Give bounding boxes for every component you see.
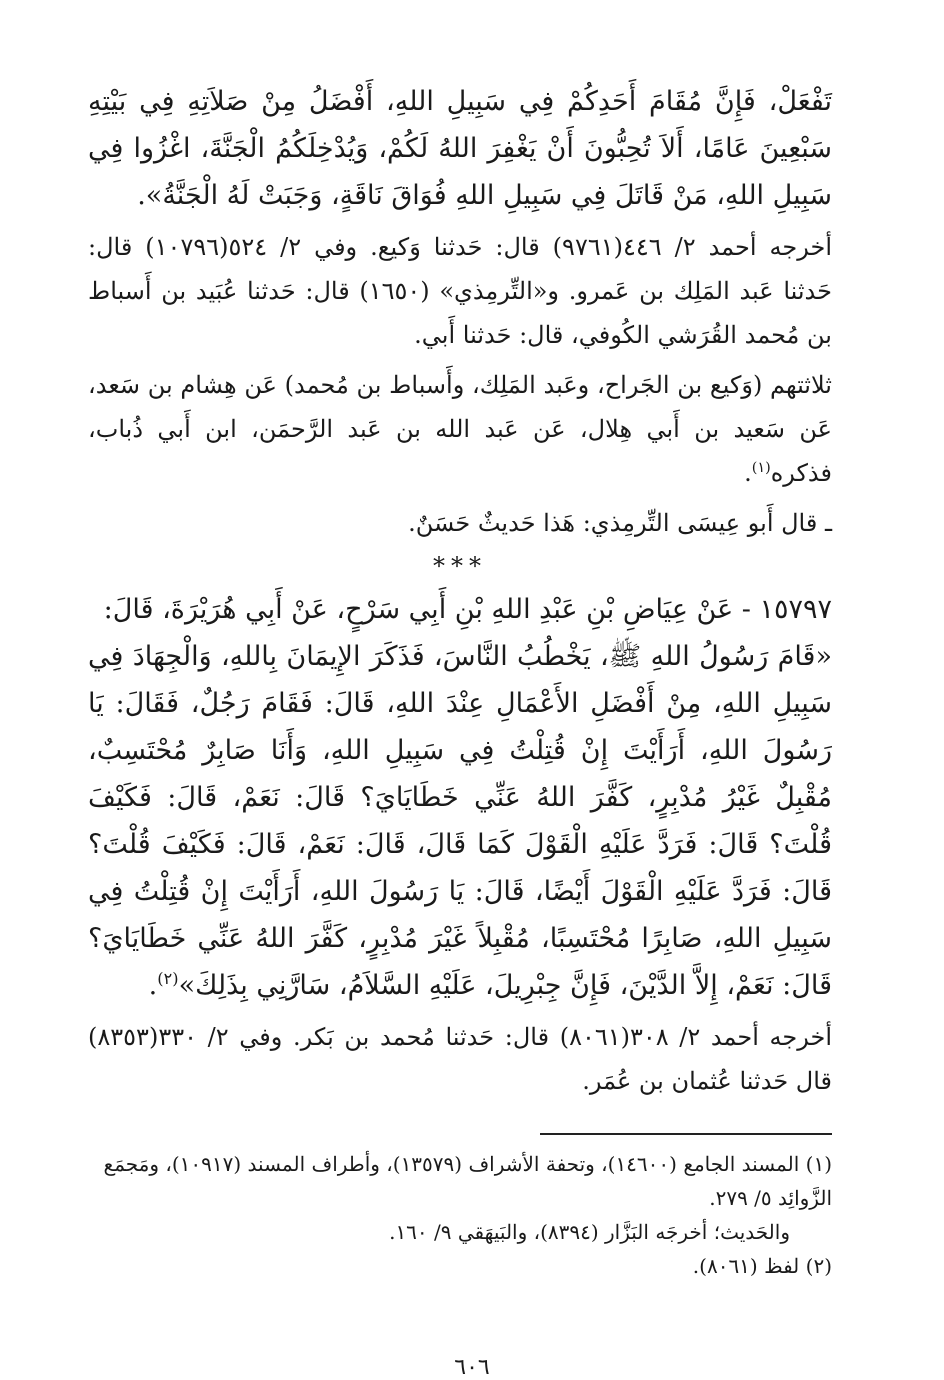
isnad-end: . <box>744 459 752 487</box>
footnote-2: (٢) لفظ (٨٠٦١). <box>692 1254 832 1278</box>
section-separator: *** <box>433 552 487 580</box>
footnote-ref-2[interactable]: (٢) <box>157 969 179 988</box>
page-number: ٦٠٦ <box>454 1355 490 1380</box>
isnad-paragraph <box>88 363 832 495</box>
footnote-ref-1[interactable]: (١) <box>751 460 771 476</box>
tirmidhi-comment: ـ قال أَبو عِيسَى التِّرمِذي: هَذا حَديثٌ حَسَنٌ. <box>408 509 832 537</box>
footnote-1-continued: والحَديث؛ أخرجَه البَزَّار (٨٣٩٤)، والبَيهَقي ٩/ ١٦٠. <box>389 1220 790 1244</box>
page-body <box>88 78 832 1320</box>
footnote-divider <box>540 1133 832 1135</box>
takhrij-paragraph: أخرجه أحمد ٢/ ٤٤٦(٩٧٦١) قال: حَدثنا وَكيع. وفي ٢/ ٥٢٤(١٠٧٩٦) قال: حَدثنا عَبد المَلِك بن عَمرو. و«التِّرمِذي» (١٦٥٠) قال: حَدثنا عُبَيد بن أَسباط بن مُحمد القُرَشي الكُوفي، قال: حَدثنا أَبي. <box>88 233 832 349</box>
hadith-text <box>88 633 832 1009</box>
takhrij-paragraph-2: أخرجه أحمد ٢/ ٣٠٨(٨٠٦١) قال: حَدثنا مُحمد بن بَكر. وفي ٢/ ٣٣٠(٨٣٥٣) قال حَدثنا عُثمان بن عُمَر. <box>88 1023 833 1095</box>
hadith-heading: ١٥٧٩٧ - عَنْ عِيَاضِ بْنِ عَبْدِ اللهِ بْنِ أَبِي سَرْحٍ، عَنْ أَبِي هُرَيْرَةَ، قَالَ: <box>103 594 832 625</box>
hadith-body: «قَامَ رَسُولُ اللهِ ﷺ، يَخْطُبُ النَّاسَ، فَذَكَرَ الإِيمَانَ بِاللهِ، وَالْجِهَادَ فِي سَبِيلِ اللهِ، مِنْ أَفْضَلِ الأَعْمَالِ عِنْدَ اللهِ، قَالَ: فَقَامَ رَجُلٌ، فَقَالَ: يَا رَسُولَ اللهِ، أَرَأَيْتَ إِنْ قُتِلْتُ فِي سَبِيلِ اللهِ، وَأَنَا صَابِرٌ مُحْتَسِبٌ، مُقْبِلٌ غَيْرُ مُدْبِرٍ، كَفَّرَ اللهُ عَنِّي خَطَايَايَ؟ قَالَ: نَعَمْ، قَالَ: فَكَيْفَ قُلْتَ؟ قَالَ: فَرَدَّ عَلَيْهِ الْقَوْلَ كَمَا قَالَ، قَالَ: نَعَمْ، قَالَ: فَكَيْفَ قُلْتَ؟ قَالَ: فَرَدَّ عَلَيْهِ الْقَوْلَ أَيْضًا، قَالَ: يَا رَسُولَ اللهِ، أَرَأَيْتَ إِنْ قُتِلْتُ فِي سَبِيلِ اللهِ، صَابِرًا مُحْتَسِبًا، مُقْبِلاً غَيْرَ مُدْبِرٍ، كَفَّرَ اللهُ عَنِّي خَطَايَايَ؟ قَالَ: نَعَمْ، إِلاَّ الدَّيْنَ، فَإِنَّ جِبْرِيلَ، عَلَيْهِ السَّلاَمُ، سَارَّنِي بِذَلِكَ» <box>88 641 832 1001</box>
footnotes <box>88 1147 832 1283</box>
hadith-text-continued: تَفْعَلْ، فَإِنَّ مُقَامَ أَحَدِكُمْ فِي سَبِيلِ اللهِ، أَفْضَلُ مِنْ صَلاَتِهِ فِي بَيْتِهِ سَبْعِينَ عَامًا، أَلاَ تُحِبُّونَ أَنْ يَغْفِرَ اللهُ لَكُمْ، وَيُدْخِلَكُمُ الْجَنَّةَ، اغْزُوا فِي سَبِيلِ اللهِ، مَنْ قَاتَلَ فِي سَبِيلِ اللهِ فُوَاقَ نَاقَةٍ، وَجَبَتْ لَهُ الْجَنَّةُ». <box>88 86 832 211</box>
isnad-text: ثلاثتهم (وَكيع بن الجَراح، وعَبد المَلِك، وأَسباط بن مُحمد) عَن هِشام بن سَعد، عَن سَعيد بن أَبي هِلال، عَن عَبد الله بن عَبد الرَّحمَن، ابن أَبي ذُباب، فذكره <box>88 371 833 487</box>
footnote-1: (١) المسند الجامع (١٤٦٠٠)، وتحفة الأشراف (١٣٥٧٩)، وأطراف المسند (١٠٩١٧)، ومَجمَع الزَّوائِد ٥/ ٢٧٩. <box>103 1152 832 1210</box>
hadith-end: . <box>148 970 158 1001</box>
